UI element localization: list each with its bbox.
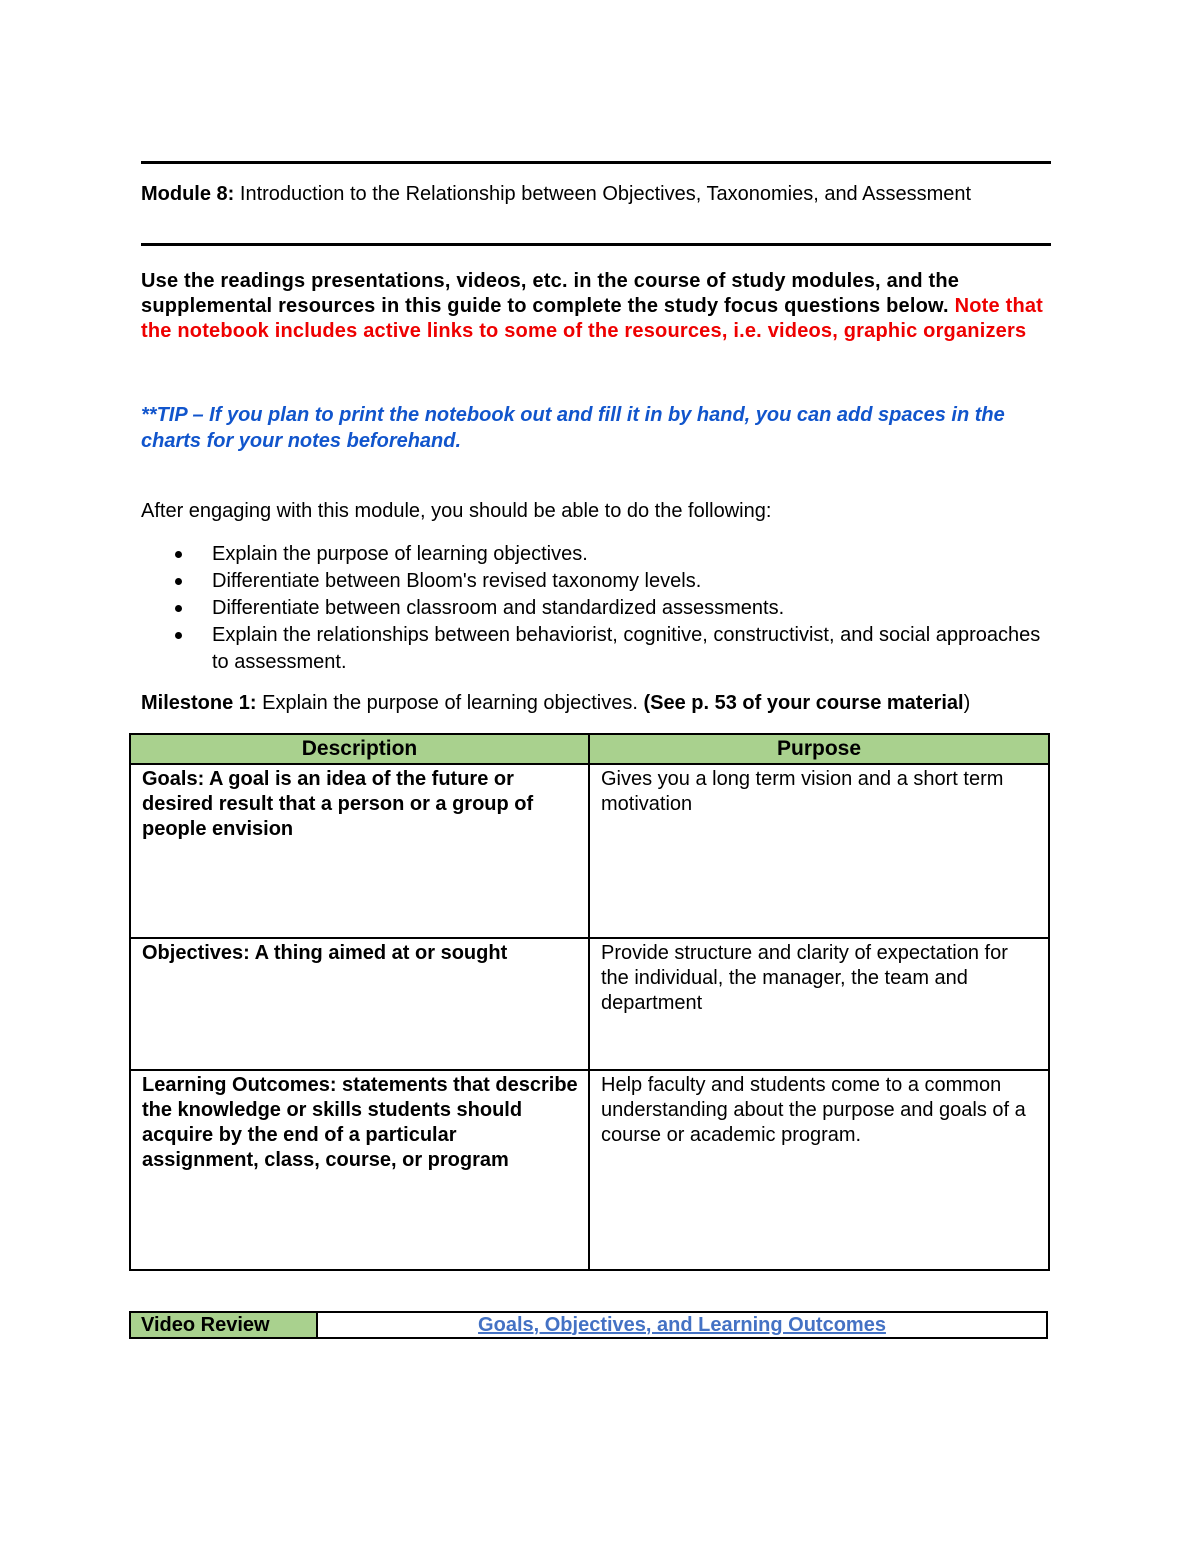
milestone-text: Explain the purpose of learning objectives. [256, 692, 644, 714]
description-cell[interactable]: Objectives: A thing aimed at or sought [130, 938, 589, 1070]
purpose-cell[interactable]: Help faculty and students come to a common understanding about the purpose and goals of a course or academic program. [589, 1070, 1049, 1270]
header-purpose: Purpose [589, 734, 1049, 764]
purpose-cell[interactable]: Provide structure and clarity of expectation for the individual, the manager, the team and department [589, 938, 1049, 1070]
module-label: Module 8: [141, 183, 235, 205]
second-divider [141, 204, 1051, 246]
video-link[interactable]: Goals, Objectives, and Learning Outcomes [478, 1313, 886, 1336]
video-link-cell [317, 1312, 1047, 1338]
milestone-heading [141, 692, 970, 715]
instructions [141, 269, 1056, 344]
table-row [130, 1070, 1049, 1270]
objectives-list [141, 541, 1041, 676]
milestone-close: ) [963, 692, 971, 714]
module-heading [141, 183, 1051, 206]
instructions-main: Use the readings presentations, videos, etc. in the course of study modules, and the supplemental resources in this guide to complete the study focus questions below. [141, 270, 960, 317]
list-item: Differentiate between classroom and standardized assessments. [141, 595, 1041, 622]
instructions-note: Note that the notebook includes active links to some of the resources, i.e. videos, graphic organizers [141, 295, 1044, 342]
description-cell[interactable]: Goals: A goal is an idea of the future or desired result that a person or a group of people envision [130, 764, 589, 938]
milestone-ref: (See p. 53 of your course material [643, 692, 964, 714]
tip-text: **TIP – If you plan to print the notebook out and fill it in by hand, you can add spaces in the charts for your notes beforehand. [141, 404, 1005, 452]
table-row [130, 938, 1049, 1070]
purpose-table [129, 733, 1050, 1271]
table-row [130, 764, 1049, 938]
list-item: Differentiate between Bloom's revised taxonomy levels. [141, 568, 1041, 595]
video-review-label: Video Review [130, 1312, 317, 1338]
video-review-table [129, 1311, 1048, 1339]
intro-text: After engaging with this module, you should be able to do the following: [141, 500, 772, 522]
top-divider [141, 122, 1051, 164]
purpose-cell[interactable]: Gives you a long term vision and a short term motivation [589, 764, 1049, 938]
list-item: Explain the purpose of learning objectives. [141, 541, 1041, 568]
description-cell[interactable]: Learning Outcomes: statements that describe the knowledge or skills students should acquire by the end of a particular assignment, class, course, or program [130, 1070, 589, 1270]
table-header-row [130, 734, 1049, 764]
header-description: Description [130, 734, 589, 764]
table-row [130, 1312, 1047, 1338]
module-title: Introduction to the Relationship between Objectives, Taxonomies, and Assessment [234, 183, 972, 205]
milestone-label: Milestone 1: [141, 692, 257, 714]
list-item: Explain the relationships between behaviorist, cognitive, constructivist, and social approaches to assessment. [141, 622, 1041, 676]
